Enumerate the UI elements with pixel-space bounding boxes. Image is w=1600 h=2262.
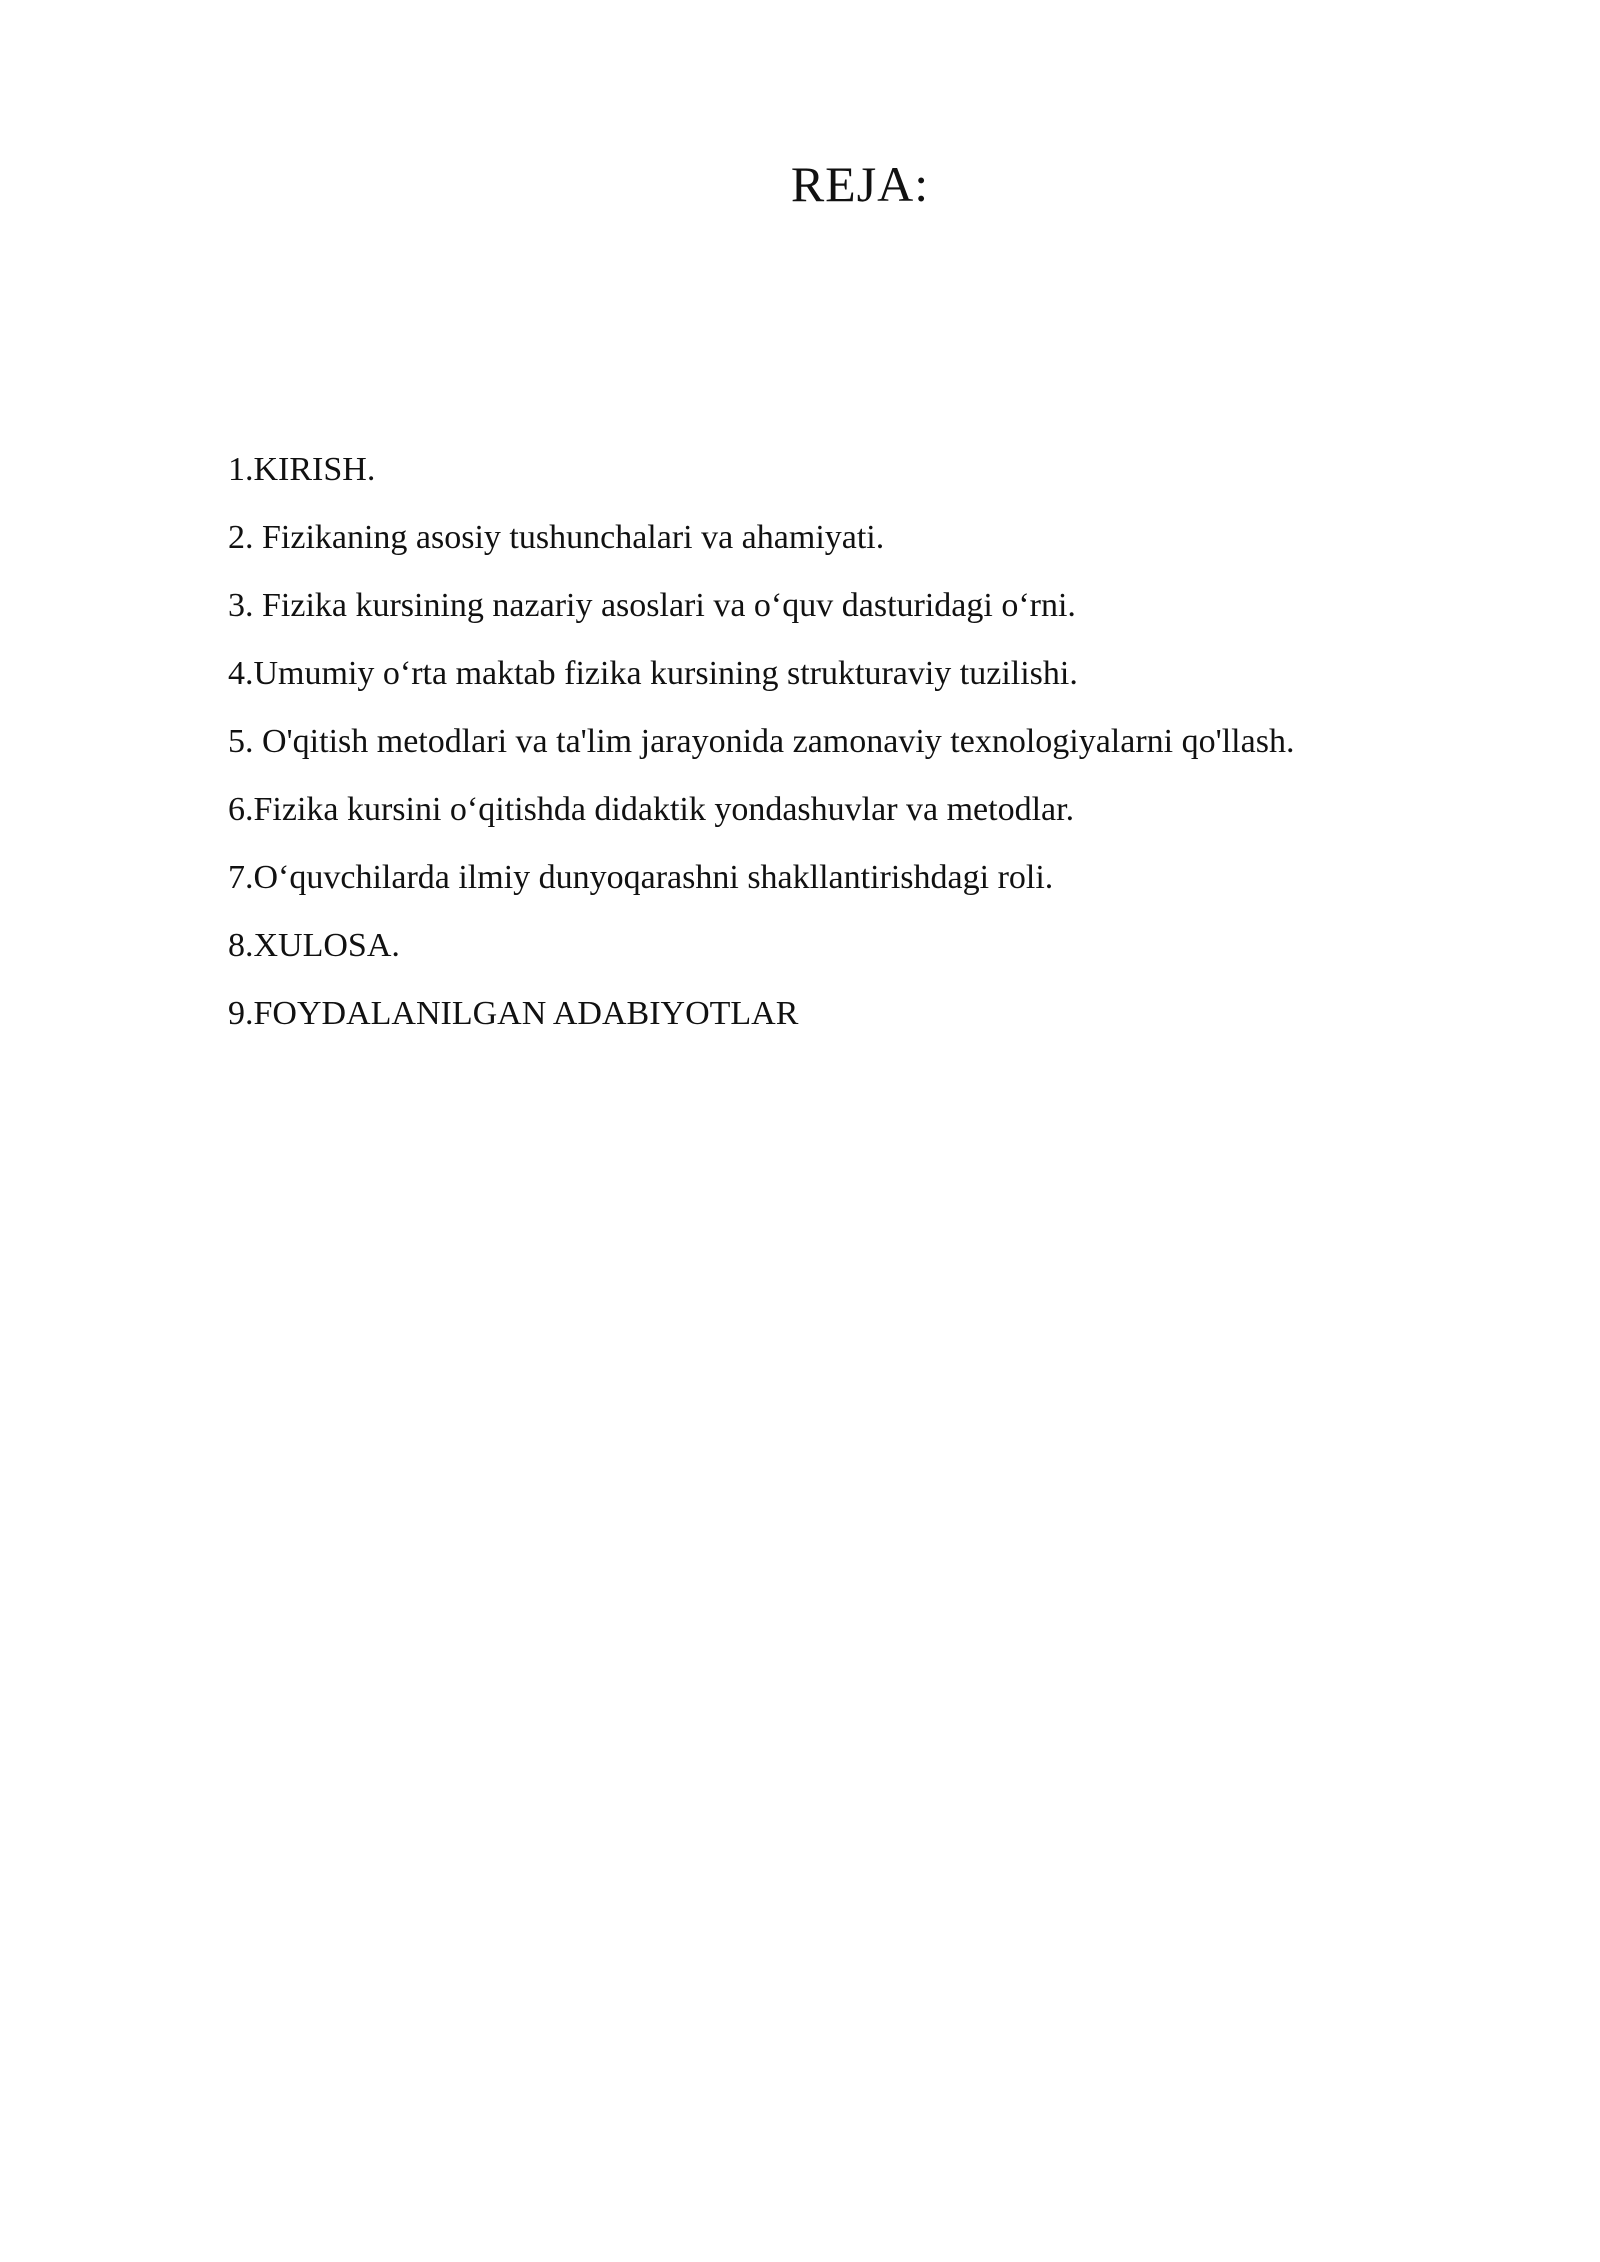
toc-item-strukturaviy-tuzilish: 4.Umumiy o‘rta maktab fizika kursining strukturaviy tuzilishi.: [228, 655, 1078, 692]
toc-item-didaktik-yondashuvlar: 6.Fizika kursini o‘qitishda didaktik yondashuvlar va metodlar.: [228, 791, 1075, 828]
toc-item-oqitish-metodlari: 5. O'qitish metodlari va ta'lim jarayonida zamonaviy texnologiyalarni qo'llash.: [228, 723, 1295, 760]
table-of-contents: [228, 436, 1528, 1048]
page-title: REJA:: [790, 156, 930, 212]
toc-item-ilmiy-dunyoqarash: 7.O‘quvchilarda ilmiy dunyoqarashni shakllantirishdagi roli.: [228, 859, 1054, 896]
toc-item-kirish: 1.KIRISH.: [228, 451, 376, 488]
toc-item-fizika-tushunchalari: 2. Fizikaning asosiy tushunchalari va ahamiyati.: [228, 519, 885, 556]
toc-item-xulosa: 8.XULOSA.: [228, 927, 400, 964]
toc-item-adabiyotlar: 9.FOYDALANILGAN ADABIYOTLAR: [228, 995, 799, 1032]
toc-item-nazariy-asoslar: 3. Fizika kursining nazariy asoslari va o‘quv dasturidagi o‘rni.: [228, 587, 1076, 624]
